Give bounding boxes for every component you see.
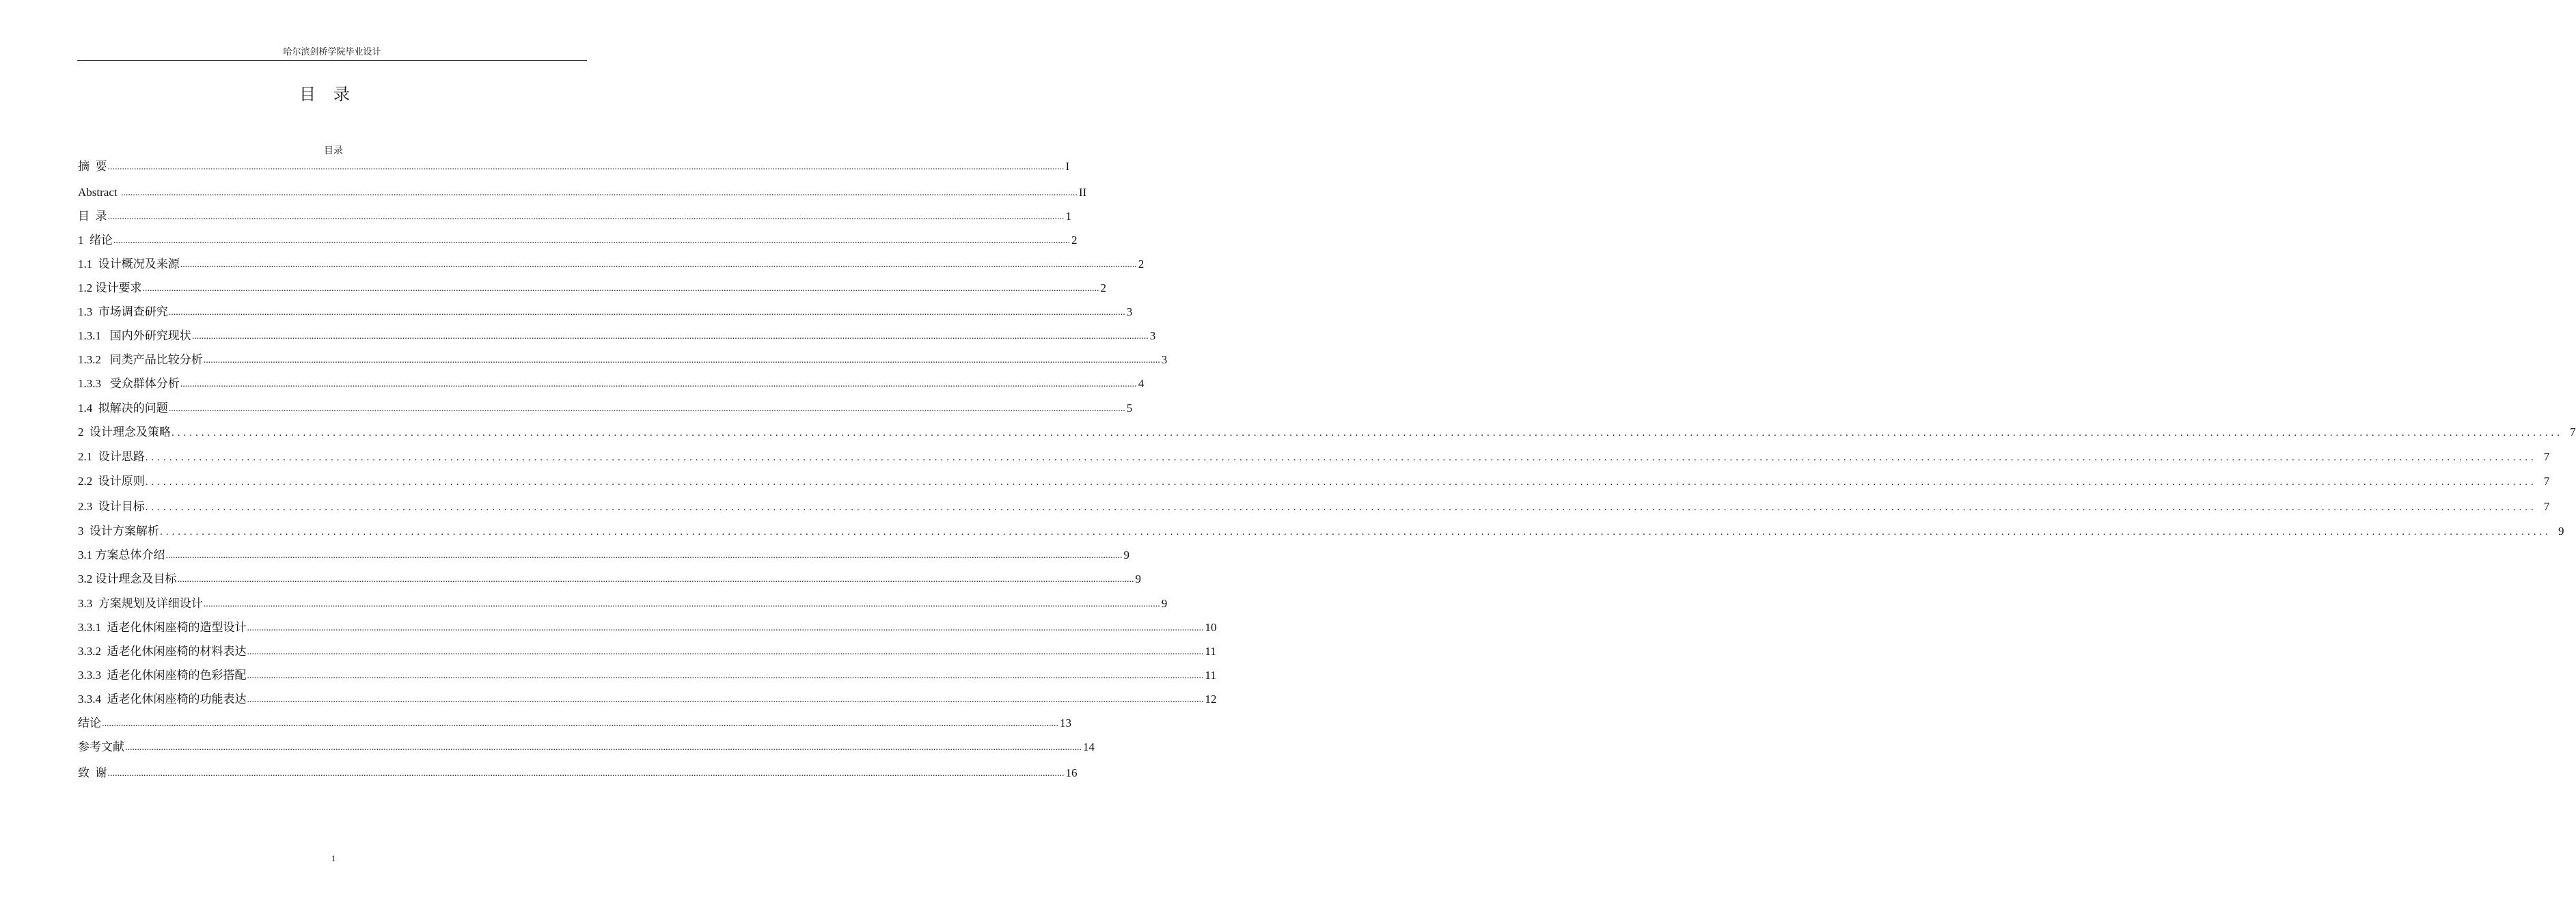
toc-entry[interactable] <box>78 374 1145 392</box>
toc-entry-page: 7 <box>2543 475 2550 488</box>
toc-leader-dots: ................................................................................................................................................................................................................................................................................................................................................................................................................ <box>168 307 1125 318</box>
toc-leader-dots: ................................................................................................................................................................................................................................................................................................................................................................................................................ <box>247 695 1204 705</box>
toc-leader-dots: ................................................................................................................................................................................................................................................................................................................................................................................................................ <box>120 188 1078 198</box>
toc-entry-label: 1.1 设计概况及来源 <box>78 258 180 270</box>
toc-entry-page: 14 <box>1083 740 1095 753</box>
toc-entry-label: 1 绪论 <box>78 234 113 247</box>
toc-entry-page: 13 <box>1060 717 1071 729</box>
toc-entry[interactable] <box>78 423 2576 441</box>
toc-entry[interactable] <box>78 594 1168 612</box>
title-second-char: 录 <box>333 85 350 104</box>
toc-leader-dots: ................................................................................................................................................................................................................................................................................................................................................................................................................ <box>191 331 1149 342</box>
toc-entry[interactable] <box>78 231 1078 249</box>
toc-entry[interactable] <box>78 326 1156 344</box>
toc-entry-label: 1.3 市场调查研究 <box>78 305 168 318</box>
toc-entry[interactable] <box>78 738 1095 755</box>
toc-entry-page: 9 <box>1135 572 1141 585</box>
toc-entry-label: 致 谢 <box>78 766 107 779</box>
toc-entry[interactable] <box>78 546 1129 564</box>
toc-entry[interactable] <box>78 447 2550 465</box>
toc-entry-label: 2 设计理念及策略 <box>78 426 171 439</box>
toc-entry-label: 1.3.3 受众群体分析 <box>78 377 180 390</box>
toc-entry-page: 2 <box>1071 234 1078 247</box>
toc-entry[interactable] <box>78 303 1133 320</box>
toc-leader-dots: ................................................................................................................................................................................................................................................................................................................................................................................................................ <box>145 452 2537 463</box>
toc-entry-page: 3 <box>1161 353 1168 366</box>
toc-entry-label: 2.3 设计目标 <box>78 500 145 513</box>
toc-leader-dots: ................................................................................................................................................................................................................................................................................................................................................................................................................ <box>107 162 1065 172</box>
page-header: 哈尔滨剑桥学院毕业设计 <box>77 45 587 61</box>
toc-entry-page: II <box>1078 186 1087 199</box>
toc-entry-page: 5 <box>1126 402 1133 415</box>
toc-entry-label: 3.2 设计理念及目标 <box>78 572 177 585</box>
toc-leader-dots: ................................................................................................................................................................................................................................................................................................................................................................................................................ <box>247 671 1204 681</box>
toc-entry-page: 12 <box>1205 693 1217 706</box>
toc-leader-dots: ................................................................................................................................................................................................................................................................................................................................................................................................................ <box>177 574 1134 585</box>
toc-entry[interactable] <box>78 157 1070 175</box>
toc-entry-page: 11 <box>1205 645 1216 658</box>
toc-entry[interactable] <box>78 618 1217 636</box>
toc-entry-page: 3 <box>1126 305 1133 318</box>
toc-leader-dots: ................................................................................................................................................................................................................................................................................................................................................................................................................ <box>165 551 1123 561</box>
toc-leader-dots: ................................................................................................................................................................................................................................................................................................................................................................................................................ <box>107 212 1065 222</box>
toc-entry-label: 目 录 <box>78 210 107 223</box>
toc-leader-dots: ................................................................................................................................................................................................................................................................................................................................................................................................................ <box>168 404 1125 414</box>
toc-entry-page: 10 <box>1205 621 1217 634</box>
toc-leader-dots: ................................................................................................................................................................................................................................................................................................................................................................................................................ <box>203 355 1160 365</box>
toc-entry-label: 1.3.1 国内外研究现状 <box>78 329 191 342</box>
toc-leader-dots: ................................................................................................................................................................................................................................................................................................................................................................................................................ <box>142 283 1099 294</box>
toc-entry[interactable] <box>78 690 1217 708</box>
toc-entry[interactable] <box>78 497 2550 515</box>
toc-leader-dots: ................................................................................................................................................................................................................................................................................................................................................................................................................ <box>113 236 1070 246</box>
toc-entry-page: 7 <box>2543 500 2550 513</box>
toc-entry[interactable] <box>78 207 1071 225</box>
toc-entry[interactable] <box>78 570 1141 587</box>
toc-entry-label: 3 设计方案解析 <box>78 525 159 538</box>
toc-leader-dots: ................................................................................................................................................................................................................................................................................................................................................................................................................ <box>203 599 1160 609</box>
toc-leader-dots: ................................................................................................................................................................................................................................................................................................................................................................................................................ <box>107 768 1065 779</box>
toc-entry-page: 16 <box>1065 766 1078 779</box>
toc-leader-dots: ................................................................................................................................................................................................................................................................................................................................................................................................................ <box>180 260 1137 270</box>
toc-entry-page: 9 <box>1123 548 1129 561</box>
toc-entry[interactable] <box>78 350 1168 368</box>
toc-entry[interactable] <box>78 472 2550 490</box>
toc-entry[interactable] <box>78 279 1106 296</box>
toc-entry-label: 3.1 方案总体介绍 <box>78 548 165 561</box>
toc-entry-label: 摘 要 <box>78 160 107 173</box>
toc-entry[interactable] <box>78 399 1133 417</box>
toc-subtitle: 目录 <box>324 146 343 156</box>
toc-entry-page: 1 <box>1065 210 1071 223</box>
page-title <box>0 83 649 105</box>
toc-entry[interactable] <box>78 522 2564 540</box>
toc-entry[interactable] <box>78 183 1087 201</box>
toc-entry-label: 2.2 设计原则 <box>78 475 145 488</box>
toc-leader-dots: ................................................................................................................................................................................................................................................................................................................................................................................................................ <box>247 623 1204 633</box>
toc-leader-dots: ................................................................................................................................................................................................................................................................................................................................................................................................................ <box>172 428 2563 439</box>
toc-entry-label: 1.3.2 同类产品比较分析 <box>78 353 203 366</box>
toc-entry-label: Abstract <box>78 186 120 199</box>
toc-entry-label: 1.2 设计要求 <box>78 281 142 294</box>
toc-entry-page: 9 <box>2558 525 2564 538</box>
toc-entry-page: 9 <box>1161 597 1168 610</box>
toc-leader-dots: ................................................................................................................................................................................................................................................................................................................................................................................................................ <box>102 719 1058 729</box>
toc-entry[interactable] <box>78 666 1216 684</box>
toc-entry-page: 3 <box>1149 329 1156 342</box>
toc-entry-page: 7 <box>2543 450 2550 463</box>
toc-entry-label: 3.3.1 适老化休闲座椅的造型设计 <box>78 621 247 634</box>
toc-leader-dots: ................................................................................................................................................................................................................................................................................................................................................................................................................ <box>145 502 2537 513</box>
toc-entry-page: 2 <box>1100 281 1106 294</box>
toc-entry[interactable] <box>78 714 1071 732</box>
toc-entry-label: 参考文献 <box>78 740 124 753</box>
toc-entry[interactable] <box>78 255 1145 273</box>
toc-entry[interactable] <box>78 642 1216 660</box>
toc-entry-label: 3.3.2 适老化休闲座椅的材料表达 <box>78 645 247 658</box>
toc-entry-page: 11 <box>1205 669 1216 682</box>
toc-entry-label: 3.3.3 适老化休闲座椅的色彩搭配 <box>78 669 247 682</box>
toc-entry-label: 结论 <box>78 717 101 729</box>
title-first-char: 目 <box>299 85 316 104</box>
toc-leader-dots: ................................................................................................................................................................................................................................................................................................................................................................................................................ <box>160 527 2551 538</box>
toc-entry-label: 3.3.4 适老化休闲座椅的功能表达 <box>78 693 247 706</box>
page-number: 1 <box>331 853 336 863</box>
toc-entry[interactable] <box>78 764 1078 781</box>
toc-leader-dots: ................................................................................................................................................................................................................................................................................................................................................................................................................ <box>247 647 1204 657</box>
toc-entry-label: 2.1 设计思路 <box>78 450 145 463</box>
toc-entry-page: 4 <box>1138 377 1145 390</box>
toc-leader-dots: ................................................................................................................................................................................................................................................................................................................................................................................................................ <box>180 379 1137 389</box>
toc-entry-page: I <box>1065 160 1070 173</box>
toc-entry-label: 1.4 拟解决的问题 <box>78 402 168 415</box>
toc-entry-page: 7 <box>2570 426 2576 439</box>
toc-leader-dots: ................................................................................................................................................................................................................................................................................................................................................................................................................ <box>125 742 1082 753</box>
toc-entry-label: 3.3 方案规划及详细设计 <box>78 597 203 610</box>
toc-leader-dots: ................................................................................................................................................................................................................................................................................................................................................................................................................ <box>145 477 2537 488</box>
toc-entry-page: 2 <box>1138 258 1145 270</box>
